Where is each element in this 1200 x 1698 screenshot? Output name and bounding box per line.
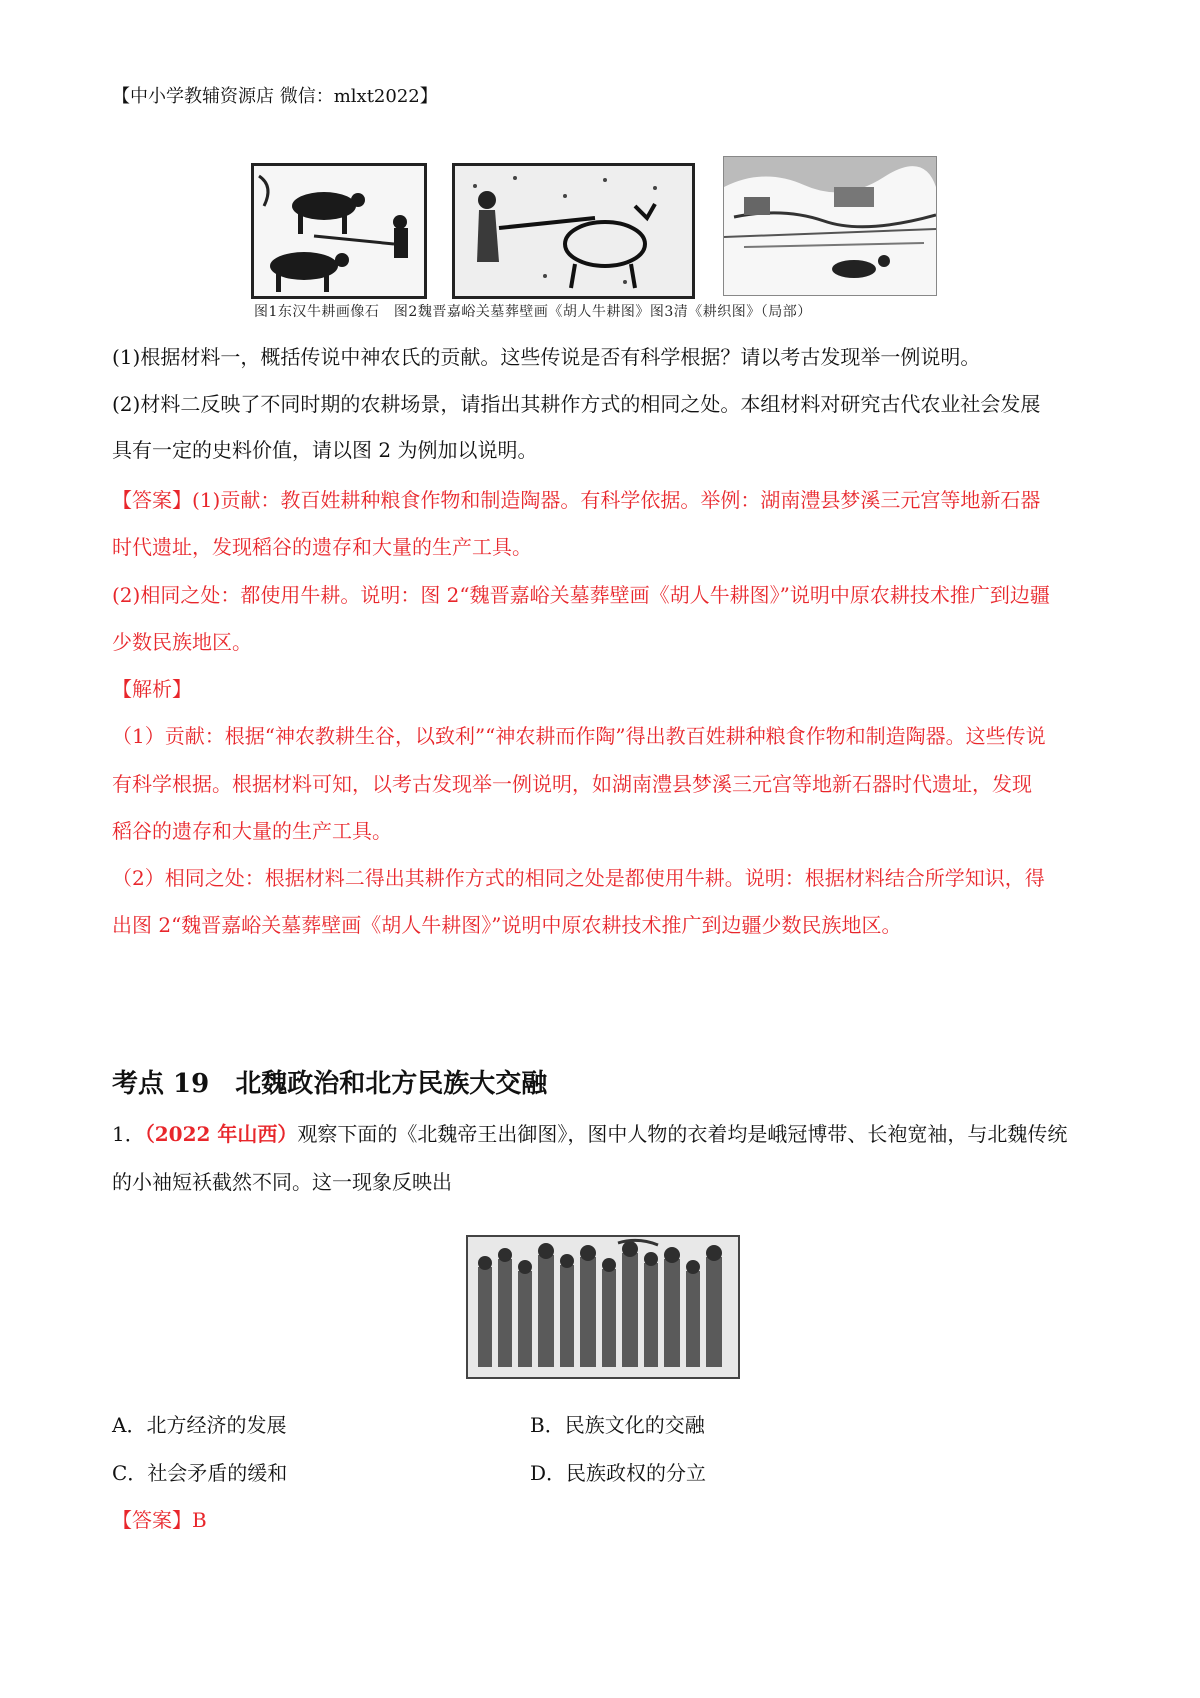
q1-answer-tag: 【答案】 [112, 1508, 192, 1532]
option-c-text: 社会矛盾的缓和 [147, 1461, 288, 1485]
section-number: 考点 19 [112, 1069, 210, 1099]
analysis-line-4: （2）相同之处：根据材料二得出其耕作方式的相同之处是都使用牛耕。说明：根据材料结合所学知识，得 [112, 866, 1045, 890]
q1-answer-value: B [192, 1508, 207, 1532]
figure-captions: 图1东汉牛耕画像石 图2魏晋嘉峪关墓葬壁画《胡人牛耕图》图3清《耕织图》（局部） [254, 304, 812, 320]
figure-2-hu-ox-plowing-mural [452, 163, 695, 299]
analysis-line-2: 有科学根据。根据材料可知，以考古发现举一例说明，如湖南澧县梦溪三元宫等地新石器时代遗址，发现 [112, 772, 1032, 796]
option-b-text: 民族文化的交融 [564, 1413, 705, 1437]
analysis-line-3: 稻谷的遗存和大量的生产工具。 [112, 819, 392, 843]
figure-2-image [455, 166, 692, 296]
question-2-text-line-2: 具有一定的史料价值，请以图 2 为例加以说明。 [112, 438, 538, 462]
option-d-letter: D． [530, 1461, 567, 1485]
q1-text-1: 观察下面的《北魏帝王出御图》，图中人物的衣着均是峨冠博带、长袍宽袖，与北魏传统 [297, 1122, 1068, 1146]
section-title: 北魏政治和北方民族大交融 [235, 1069, 548, 1099]
figure-1-ox-plowing-stone [251, 163, 427, 299]
option-d[interactable] [530, 1459, 706, 1487]
analysis-tag: 【解析】 [112, 677, 192, 701]
answer-line-1 [112, 486, 1040, 514]
option-d-text: 民族政权的分立 [566, 1461, 707, 1485]
option-a-text: 北方经济的发展 [146, 1413, 287, 1437]
q1-source: （2022 年山西） [144, 1122, 298, 1146]
figure-1-image [254, 166, 424, 296]
analysis-line-1: （1）贡献：根据“神农教耕生谷，以致利”“神农耕而作陶”得出教百姓耕种粮食作物和制造陶器。这些传说 [112, 724, 1046, 748]
option-c[interactable] [112, 1459, 287, 1487]
option-b-letter: B． [530, 1413, 565, 1437]
option-a[interactable] [112, 1411, 286, 1439]
option-c-letter: C． [112, 1461, 148, 1485]
figure-3-farming-weaving-painting [723, 156, 937, 296]
answer-line-3: (2)相同之处：都使用牛耕。说明：图 2“魏晋嘉峪关墓葬壁画《胡人牛耕图》”说明中原农耕技术推广到边疆 [112, 583, 1050, 607]
answer-line-2: 时代遗址，发现稻谷的遗存和大量的生产工具。 [112, 535, 532, 559]
q1-number: 1． [112, 1122, 145, 1146]
northern-wei-emperor-procession-image [466, 1235, 740, 1379]
figure-3-image [724, 157, 936, 295]
answer-tag: 【答案】 [112, 488, 192, 512]
section-heading [112, 1063, 547, 1100]
option-b[interactable] [530, 1411, 705, 1439]
analysis-line-5: 出图 2“魏晋嘉峪关墓葬壁画《胡人牛耕图》”说明中原农耕技术推广到边疆少数民族地区。 [112, 913, 902, 937]
answer-line-4: 少数民族地区。 [112, 630, 252, 654]
q1-answer [112, 1506, 207, 1534]
question-2-text-line-1: (2)材料二反映了不同时期的农耕场景，请指出其耕作方式的相同之处。本组材料对研究古代农业社会发展 [112, 392, 1041, 416]
q1-line-2: 的小袖短袄截然不同。这一现象反映出 [112, 1170, 452, 1194]
q1-line-1 [112, 1120, 1067, 1148]
header-note: 【中小学教辅资源店 微信：mlxt2022】 [112, 86, 438, 107]
question-1-text: (1)根据材料一，概括传说中神农氏的贡献。这些传说是否有科学根据？请以考古发现举一例说明。 [112, 345, 981, 369]
option-a-letter: A． [112, 1413, 147, 1437]
procession-image [468, 1237, 738, 1377]
answer-text-1: (1)贡献：教百姓耕种粮食作物和制造陶器。有科学依据。举例：湖南澧县梦溪三元宫等地新石器 [192, 488, 1041, 512]
